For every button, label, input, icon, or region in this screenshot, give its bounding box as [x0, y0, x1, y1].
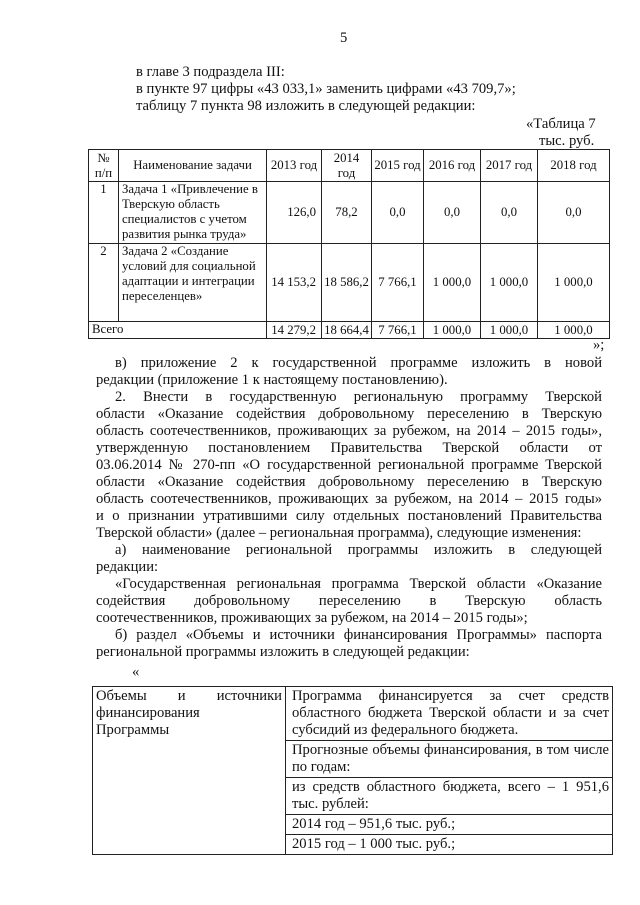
row-1-2013: 126,0	[267, 182, 322, 244]
financing-label-line-3: Программы	[96, 722, 170, 738]
row-1-num: 1	[89, 182, 119, 244]
total-2015: 7 766,1	[372, 322, 424, 339]
intro-line-2: в пункте 97 цифры «43 033,1» заменить цифрами «43 709,7»;	[136, 81, 516, 97]
row-2-num: 2	[89, 244, 119, 322]
table-row	[89, 244, 610, 322]
page-number: 5	[340, 30, 348, 46]
financing-table	[92, 686, 613, 855]
header-2015: 2015 год	[372, 150, 424, 182]
row-1-2014: 78,2	[322, 182, 372, 244]
financing-block-5: 2015 год – 1 000 тыс. руб.;	[292, 836, 456, 852]
para-v-line-1: в) приложение 2 к государственной программе изложить в новой	[115, 355, 602, 371]
header-2018: 2018 год	[538, 150, 610, 182]
para-b-line-1: б) раздел «Объемы и источники финансирования Программы» паспорта	[115, 627, 602, 643]
row-2-2016: 1 000,0	[424, 244, 481, 322]
total-2013: 14 279,2	[267, 322, 322, 339]
total-2017: 1 000,0	[481, 322, 538, 339]
total-label: Всего	[89, 322, 267, 339]
para-a-line-2: редакции:	[96, 559, 159, 575]
row-2-name: Задача 2 «Создание условий для социальной адаптации и интеграции переселенцев»	[119, 244, 267, 322]
financing-block-4: 2014 год – 951,6 тыс. руб.;	[286, 815, 612, 835]
financing-label-line-1: Объемы и источники	[96, 688, 282, 704]
row-1-2015: 0,0	[372, 182, 424, 244]
table-header-row	[89, 150, 610, 182]
para-2-line-2: области «Оказание содействия добровольному переселению в Тверскую	[96, 406, 602, 422]
para-2-line-6: области «Оказание содействия добровольному переселению в Тверскую	[96, 474, 602, 490]
row-1-2017: 0,0	[481, 182, 538, 244]
para-v-line-2: редакции (приложение 1 к настоящему постановлению).	[96, 372, 448, 388]
header-2014: 2014 год	[322, 150, 372, 182]
para-b-line-2: региональной программы изложить в следующей редакции:	[96, 644, 470, 660]
table-total-row	[89, 322, 610, 339]
quote-line-3: соотечественников, проживающих за рубежом, на 2014 – 2015 годы»;	[96, 610, 528, 626]
table-row	[89, 182, 610, 244]
header-2013: 2013 год	[267, 150, 322, 182]
financing-block-2: Прогнозные объемы финансирования, в том числе по годам:	[286, 741, 612, 778]
row-2-2014: 18 586,2	[322, 244, 372, 322]
total-2014: 18 664,4	[322, 322, 372, 339]
quote-line-1: «Государственная региональная программа Тверской области «Оказание	[115, 576, 602, 592]
row-1-name: Задача 1 «Привлечение в Тверскую область специалистов с учетом развития рынка труда»	[119, 182, 267, 244]
row-2-2015: 7 766,1	[372, 244, 424, 322]
row-2-2013: 14 153,2	[267, 244, 322, 322]
table-7	[88, 149, 610, 339]
header-2017: 2017 год	[481, 150, 538, 182]
financing-block-3: из средств областного бюджета, всего – 1 951,6 тыс. рублей:	[286, 778, 612, 815]
financing-content-cell	[286, 687, 613, 855]
row-1-2018: 0,0	[538, 182, 610, 244]
para-2-line-7: область соотечественников, проживающих за рубежом, на 2014 – 2015 годы»	[96, 491, 602, 507]
para-2-line-5: 03.06.2014 № 270-пп «О государственной региональной программе Тверской	[96, 457, 602, 473]
row-1-2016: 0,0	[424, 182, 481, 244]
para-a-line-1: а) наименование региональной программы изложить в следующей	[115, 542, 602, 558]
row-2-2017: 1 000,0	[481, 244, 538, 322]
para-2-line-9: Тверской области» (далее – региональная программа), следующие изменения:	[96, 525, 582, 541]
para-2-line-1: 2. Внести в государственную региональную программу Тверской	[115, 389, 602, 405]
intro-line-1: в главе 3 подраздела III:	[136, 64, 285, 80]
row-2-2018: 1 000,0	[538, 244, 610, 322]
table7-caption: «Таблица 7	[526, 116, 596, 132]
financing-label-cell	[93, 687, 286, 855]
financing-block-1: Программа финансируется за счет средств областного бюджета Тверской области и за счет субсидий из федерального бюджета.	[286, 687, 612, 741]
open-quote: «	[132, 664, 140, 680]
header-num: № п/п	[89, 150, 119, 182]
para-2-line-3: область соотечественников, проживающих за рубежом, на 2014 – 2015 годы»,	[96, 423, 602, 439]
total-2018: 1 000,0	[538, 322, 610, 339]
quote-line-2: содействия добровольному переселению в Тверскую область	[96, 593, 602, 609]
header-2016: 2016 год	[424, 150, 481, 182]
table7-units: тыс. руб.	[539, 133, 595, 149]
header-name: Наименование задачи	[119, 150, 267, 182]
financing-label-line-2: финансирования	[96, 705, 200, 721]
para-2-line-4: утвержденную постановлением Правительства Тверской области от	[96, 440, 602, 456]
total-2016: 1 000,0	[424, 322, 481, 339]
intro-line-3: таблицу 7 пункта 98 изложить в следующей редакции:	[136, 98, 476, 114]
table7-close: »;	[593, 337, 605, 353]
para-2-line-8: и о признании утратившими силу отдельных постановлений Правительства	[96, 508, 602, 524]
